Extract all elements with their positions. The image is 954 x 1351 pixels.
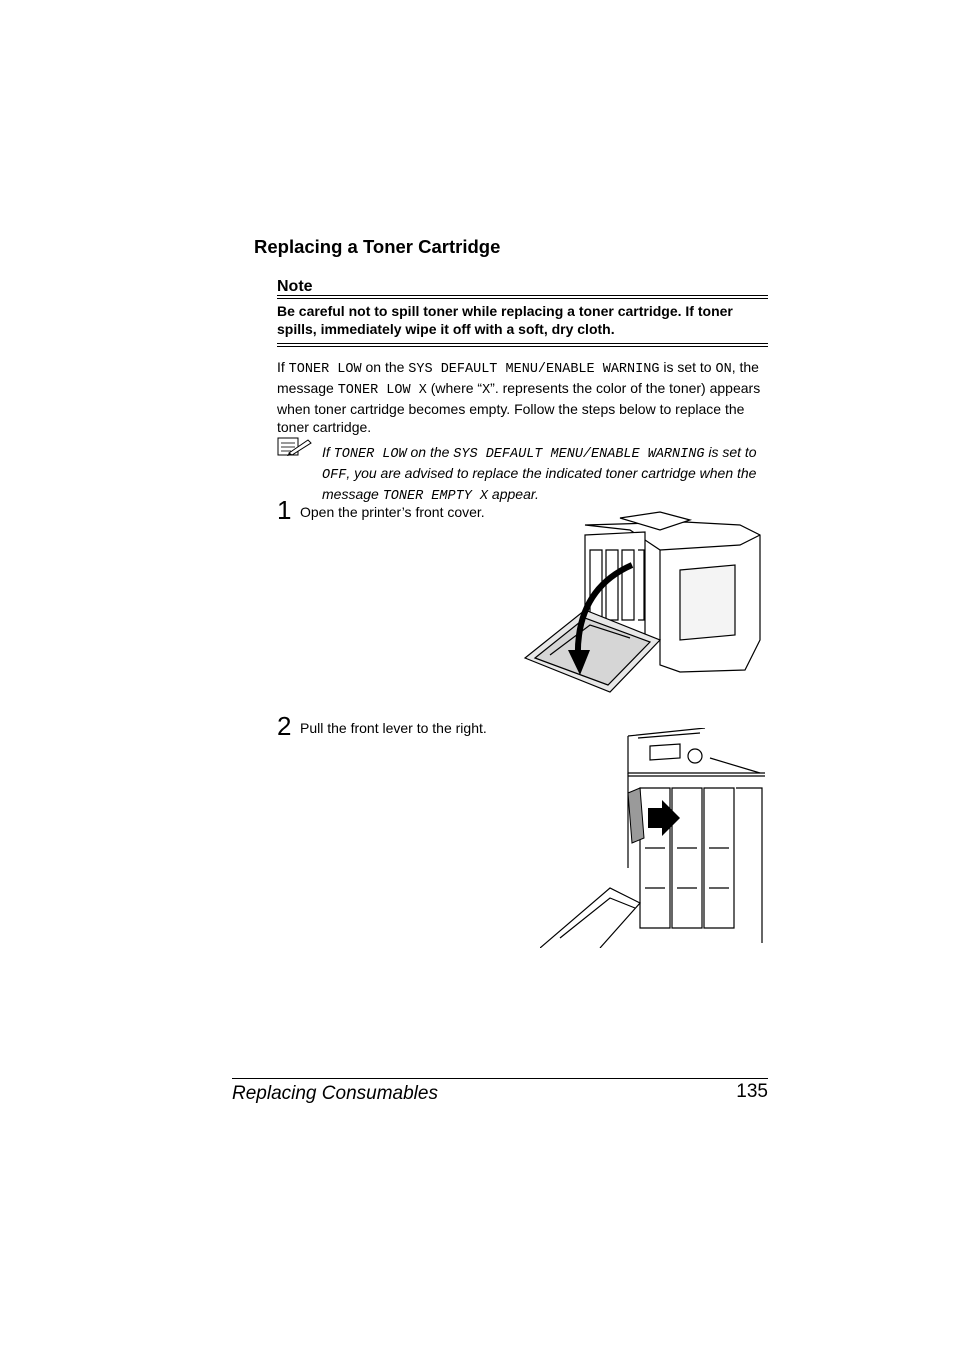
intro-code-toner-low: TONER LOW <box>288 362 362 377</box>
tip-text-4: , you are advised to replace the indicated toner cartridge when the message <box>322 465 757 502</box>
tip-code-off: OFF <box>322 468 347 483</box>
front-lever-illustration <box>540 728 765 948</box>
section-title: Replacing a Toner Cartridge <box>254 236 501 257</box>
footer-section-title: Replacing Consumables <box>232 1083 438 1104</box>
tip-text-2: on the <box>406 444 454 460</box>
tip-code-toner-low: TONER LOW <box>333 447 407 462</box>
tip-text-1: If <box>322 444 334 460</box>
note-rule-bottom <box>277 343 768 347</box>
intro-text-4: , the message <box>277 359 759 396</box>
footer-rule <box>232 1078 768 1079</box>
note-rule-top <box>277 295 768 299</box>
intro-code-on: ON <box>715 362 732 377</box>
step-1-text: Open the printer’s front cover. <box>300 504 485 520</box>
intro-code-message: TONER LOW X <box>337 383 427 398</box>
tip-code-message: TONER EMPTY X <box>382 489 489 504</box>
tip-code-menu: SYS DEFAULT MENU/ENABLE WARNING <box>453 447 705 462</box>
tip-text <box>322 443 772 506</box>
note-body: Be careful not to spill toner while replacing a toner cartridge. If toner spills, immediately wipe it off with a soft, dry cloth. <box>277 303 733 337</box>
intro-text-1: If <box>277 359 289 375</box>
tip-text-3: is set to <box>704 444 757 460</box>
intro-text-6: ”. represents the color of the toner) appears when toner cartridge becomes empty. Follow the steps below to replace the toner cartridge. <box>277 380 761 435</box>
printer-front-cover-illustration <box>520 510 765 695</box>
intro-text-2: on the <box>361 359 409 375</box>
note-heading: Note <box>277 278 313 295</box>
step-2-text: Pull the front lever to the right. <box>300 720 487 736</box>
intro-text-5: (where “ <box>426 380 483 396</box>
intro-paragraph <box>277 358 769 436</box>
page-number: 135 <box>736 1081 768 1102</box>
tip-text-5: appear. <box>488 486 539 502</box>
intro-code-x: X <box>482 383 491 398</box>
step-1-number: 1 <box>277 495 292 525</box>
step-2-number: 2 <box>277 711 292 741</box>
intro-code-menu: SYS DEFAULT MENU/ENABLE WARNING <box>408 362 660 377</box>
intro-text-3: is set to <box>659 359 716 375</box>
note-pencil-icon <box>277 436 313 458</box>
